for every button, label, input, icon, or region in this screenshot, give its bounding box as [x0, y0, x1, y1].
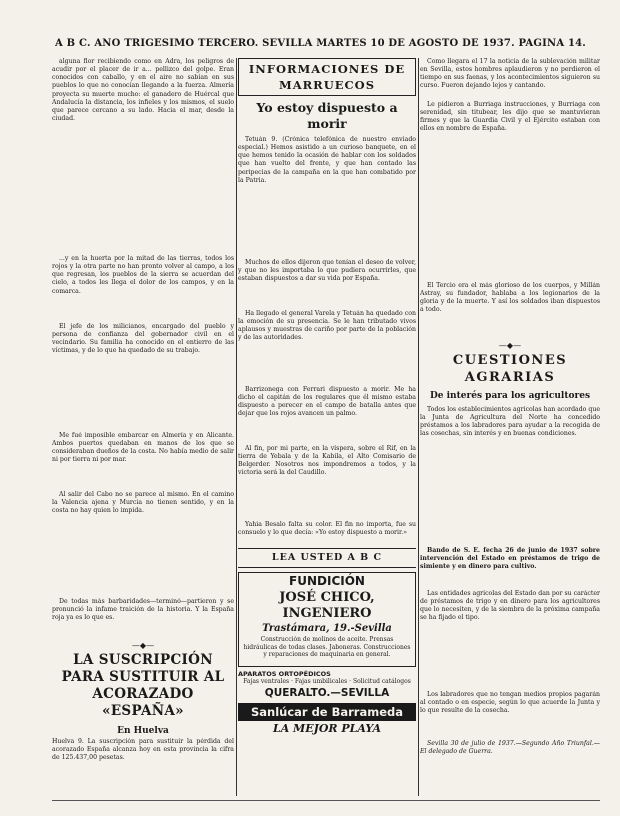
ad-shop: QUERALTO.—SEVILLA [264, 687, 390, 699]
article-paragraph: Al salir del Cabo no se parece al mismo. En el camino la Valencia ajena y Murcia no tienen sentido, y en la costa no hay quien lo impida. [52, 491, 234, 515]
column-rule [236, 58, 237, 796]
ad-subtitle: APARATOS ORTOPÉDICOS [238, 670, 331, 678]
article-paragraph: El Tercio era el más glorioso de los cuerpos, y Millán Astray, su fundador, hablaba a los legionarios de la gloria y de la muerte. Y así los soldados iban dispuestos a todo. [420, 282, 600, 314]
article-paragraph: Todos los establecimientos agrícolas han acordado que la Junta de Agricultura del Norte ha concedido préstamos a los labradores para ayudar a la recogida de las cosechas, sin interés y en buenas condiciones. [420, 406, 600, 438]
article-paragraph: Yahia Besalo falta su color. El fin no importa, fue su consuelo y lo que decía: «Yo estoy dispuesto a morir.» [238, 521, 416, 537]
ad-description: Construcción de molinos de aceite. Prensas hidráulicas de todas clases. Jaboneras. Construcciones y reparaciones de maquinaria en general. [243, 636, 411, 658]
article-paragraph: Al fin, por mi parte, en la víspera, sobre el Rif, en la tierra de Yebala y de la Kabila, el Alto Comisario de Belgerder. Nosotros nos impondremos a todos, y la victoria será la del Caudillo. [238, 445, 416, 477]
article-paragraph: Sevilla 30 de julio de 1937.—Segundo Año Triunfal.—El delegado de Guerra. [420, 740, 600, 756]
ad-items: Fajas ventrales · Fajas umbilicales · Solicitud catálogos [243, 678, 411, 685]
column-middle [238, 58, 416, 798]
article-paragraph: Muchos de ellos dijeron que tenían el deseo de volver, y que no les importaba lo que pudiera ocurrirles, que estaban dispuestos a dar su vida por España. [238, 259, 416, 283]
article-paragraph: El jefe de los milicianos, encargado del pueblo y persona de confianza del gobernador civil en el vecindario. Su familia ha conocido en el entierro de las víctimas, y de lo que ha quedado de su trabajo. [52, 323, 234, 355]
ad-address: Trastámara, 19.-Sevilla [262, 623, 392, 634]
article-paragraph: De todas más barbaridades—terminó—partieron y se pronunció la infame traición de la historia. Y la España roja ya es lo que es. [52, 598, 234, 622]
ad-banner: Sanlúcar de Barrameda [238, 703, 416, 721]
section-title: CUESTIONES AGRARIAS [452, 353, 568, 385]
column-rule [418, 58, 419, 796]
article-paragraph: Ha llegado el general Varela y Tetuán ha quedado con la emoción de su presencia. Se le han tributado vivos aplausos y muestras de cariño por parte de la población y de las autoridades. [238, 310, 416, 342]
ad-name: JOSÉ CHICO, INGENIERO [279, 590, 375, 621]
rule [238, 548, 416, 549]
article-paragraph: Bando de S. E. fecha 26 de junio de 1937 sobre intervención del Estado en préstamos de trigo de simiente y en dinero para cultivo. [420, 547, 600, 571]
article-subtitle: De interés para los agricultores [429, 391, 591, 401]
lea-abc: LEA USTED A B C [271, 552, 383, 563]
article-paragraph: Me fué imposible embarcar en Almería y en Alicante. Ambos puertos quedaban en manos de los que se consideraban dueños de la costa. No había medio de salir ni por tierra ni por mar. [52, 432, 234, 464]
article-body [238, 136, 416, 546]
article-body [420, 406, 600, 758]
ad-banner-sub: LA MEJOR PLAYA [272, 722, 382, 735]
ad-title: FUNDICIÓN [289, 574, 365, 588]
headline: Yo estoy dispuesto a morir [256, 100, 398, 131]
section-title-box [238, 58, 416, 96]
article-paragraph: ...y en la huerta por la mitad de las tierras, todos los rojos y la otra parte no han pronto volver al campo, a los que regresan, los pueblos de la sierra se acuerdan del cielo, a todos les llega el dolor de los campos, y en la comarca. [52, 255, 234, 295]
article-paragraph: Las entidades agrícolas del Estado dan por su carácter de préstamos de trigo y en dinero para los agricultores que lo necesiten, y de la siembra de la próxima campaña se ha fijado el tipo. [420, 590, 600, 622]
ornament-divider: —◆— [131, 641, 155, 650]
article-subtitle: En Huelva [117, 726, 169, 736]
article-title: LA SUSCRIPCIÓN PARA SUSTITUIR AL ACORAZADO «ESPAÑA» [61, 652, 225, 719]
article-paragraph: alguna flor recibiendo como en Adra, los peligros de acudir por el placer de ir a... pellizco del golpe. Eran conocidos con caballo, y en el aire no sabían en sus pueblos lo que no conocían llegando a la fuerza. Almería proyecta su muerte mucho: el ganadero de Huércal que Andalucía la distancia, los infieles y los mismos, el suelo que parece cercano a su lado. Hacia el mar, desde la ciudad. [52, 58, 234, 123]
bottom-rule [52, 800, 600, 801]
article-paragraph: Huelva 9. La suscripción para sustituir la pérdida del acorazado España alcanza hoy en esta provincia la cifra de 125.437,00 pesetas. [52, 738, 234, 762]
advertisement [238, 572, 416, 667]
article-paragraph: Tetuán 9. (Crónica telefónica de nuestro enviado especial.) Hemos asistido a un curioso banquete, en el que hemos tenido la ocasión de hablar con los soldados que han vuelto del frente, y que han contado las peripecias de la campaña en la que han combatido por la Patria. [238, 136, 416, 184]
article-body [420, 58, 600, 340]
article-paragraph: Como llegara el 17 la noticia de la sublevación militar en Sevilla, estos hombres aplaudieron y no perdieron el tiempo en sus faenas, y los acontecimientos siguieron su curso. Fueron dejando lejos y cantando. [420, 58, 600, 90]
column-right [420, 58, 600, 798]
column-left [52, 58, 234, 798]
ornament-divider: —◆— [498, 341, 522, 350]
section-title: INFORMACIONES DE MARRUECOS [248, 62, 406, 92]
article-paragraph: Barrizonega con Ferrari dispuesto a morir. Me ha dicho el capitán de los regulares que él mismo estaba dispuesto a perecer en el campo de batalla antes que dejar que los rojos avancen un palmo. [238, 386, 416, 418]
rule [238, 567, 416, 568]
page-header: A B C. AÑO TRIGÉSIMO TERCERO. SEVILLA MARTES 10 DE AGOSTO DE 1937. PÁGINA 14. [55, 38, 586, 49]
article-paragraph: Le pidieron a Burriaga instrucciones, y Burriaga con serenidad, sin titubear, les dijo que se mantuvieran firmes y que la Guardia Civil y el Ejército estaban con ellos en nombre de España. [420, 101, 600, 133]
article-paragraph: Los labradores que no tengan medios propios pagarán al contado o en especie, según lo que acuerde la Junta y lo que resulte de la cosecha. [420, 691, 600, 715]
article-body [52, 58, 234, 640]
